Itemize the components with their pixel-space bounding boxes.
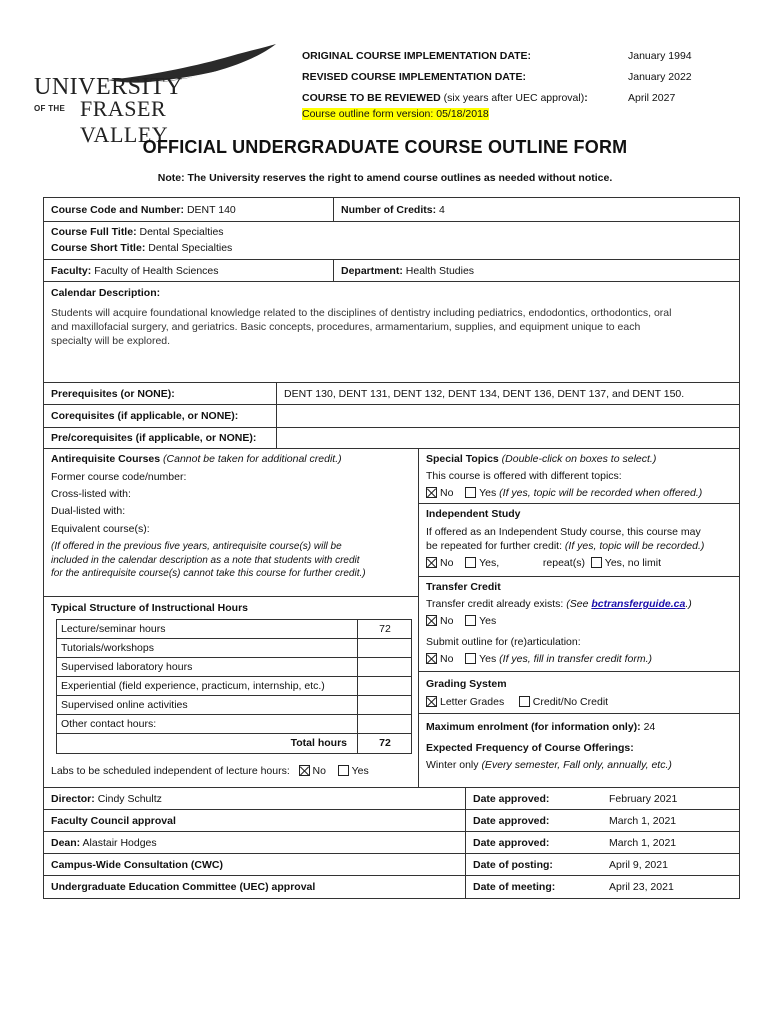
revised-date-value: January 2022 <box>628 71 692 83</box>
cross-listed-field[interactable]: Cross-listed with: <box>51 488 131 500</box>
credits-field[interactable]: Number of Credits: 4 <box>341 204 445 216</box>
submit-articulation-question: Submit outline for (re)articulation: <box>426 636 581 648</box>
former-course-field[interactable]: Former course code/number: <box>51 471 187 483</box>
independent-yes-checkbox[interactable] <box>465 557 476 568</box>
hours-row-lab[interactable]: Supervised laboratory hours <box>57 658 411 677</box>
approval-row-dean <box>44 832 739 854</box>
hours-row-total: Total hours 72 <box>57 734 411 753</box>
dual-listed-field[interactable]: Dual-listed with: <box>51 505 126 517</box>
letter-grades-checkbox[interactable] <box>426 696 437 707</box>
approval-row-faculty-council <box>44 810 739 832</box>
logo-university-text: UNIVERSITY <box>34 74 183 100</box>
director-field[interactable]: Director: Cindy Schultz <box>51 793 162 805</box>
approval-row-director <box>44 788 739 810</box>
calendar-description-label: Calendar Description: <box>51 287 161 299</box>
hours-row-tutorials[interactable]: Tutorials/workshops <box>57 639 411 658</box>
instructional-hours-table <box>56 619 412 754</box>
form-version: Course outline form version: 05/18/2018 <box>302 108 489 120</box>
grading-system-header: Grading System <box>426 678 507 690</box>
precorequisites-row <box>44 428 739 449</box>
faculty-council-date-label: Date approved: <box>473 815 550 827</box>
corequisites-row <box>44 405 739 428</box>
faculty-row <box>44 260 739 282</box>
submit-articulation-options: No Yes (If yes, fill in transfer credit form.) <box>426 653 652 665</box>
transfer-credit-exists: Transfer credit already exists: (See bctransferguide.ca.) <box>426 598 692 610</box>
bctransferguide-link[interactable]: bctransferguide.ca <box>591 598 686 610</box>
uec-date-label: Date of meeting: <box>473 881 556 893</box>
frequency-label: Expected Frequency of Course Offerings: <box>426 742 634 754</box>
special-topics-yes-checkbox[interactable] <box>465 487 476 498</box>
full-title-field[interactable]: Course Full Title: Dental Specialties <box>51 226 224 238</box>
university-logo <box>28 44 258 147</box>
special-topics-question: This course is offered with different topics: <box>426 470 622 482</box>
uec-label: Undergraduate Education Committee (UEC) approval <box>51 881 316 893</box>
hours-row-lecture[interactable]: Lecture/seminar hours 72 <box>57 620 411 639</box>
course-title-row <box>44 222 739 260</box>
independent-study-options: No Yes, repeat(s) Yes, no limit <box>426 557 661 569</box>
prerequisites-value[interactable]: DENT 130, DENT 131, DENT 132, DENT 134, DENT 136, DENT 137, and DENT 150. <box>284 388 685 400</box>
course-code-field[interactable]: Course Code and Number: DENT 140 <box>51 204 236 216</box>
original-date-value: January 1994 <box>628 50 692 62</box>
faculty-council-label: Faculty Council approval <box>51 815 176 827</box>
logo-fraser-valley-text: FRASER VALLEY <box>80 96 169 147</box>
dean-field[interactable]: Dean: Alastair Hodges <box>51 837 157 849</box>
transfer-yes-checkbox[interactable] <box>465 615 476 626</box>
logo-ofthe-text: OF THE <box>34 104 66 113</box>
course-outline-form <box>43 197 740 899</box>
calendar-description-row <box>44 282 739 383</box>
review-date-label: COURSE TO BE REVIEWED (six years after UEC approval): <box>302 92 588 104</box>
corequisites-label: Corequisites (if applicable, or NONE): <box>51 410 239 422</box>
cwc-date-label: Date of posting: <box>473 859 553 871</box>
equivalent-course-field[interactable]: Equivalent course(s): <box>51 523 150 535</box>
details-block <box>44 449 739 788</box>
dean-date-value[interactable]: March 1, 2021 <box>609 837 677 849</box>
labs-no-checkbox[interactable] <box>299 765 310 776</box>
dean-date-label: Date approved: <box>473 837 550 849</box>
revised-date-label: REVISED COURSE IMPLEMENTATION DATE: <box>302 71 527 83</box>
review-date-value: April 2027 <box>628 92 676 104</box>
precorequisites-label: Pre/corequisites (if applicable, or NONE): <box>51 432 257 444</box>
labs-yes-checkbox[interactable] <box>338 765 349 776</box>
frequency-value[interactable]: Winter only (Every semester, Fall only, annually, etc.) <box>426 759 672 771</box>
uec-date-value[interactable]: April 23, 2021 <box>609 881 674 893</box>
faculty-council-date-value[interactable]: March 1, 2021 <box>609 815 677 827</box>
cwc-date-value[interactable]: April 9, 2021 <box>609 859 668 871</box>
articulation-no-checkbox[interactable] <box>426 653 437 664</box>
independent-nolimit-checkbox[interactable] <box>591 557 602 568</box>
special-topics-header: Special Topics (Double-click on boxes to select.) <box>426 453 657 465</box>
grading-system-options: Letter Grades Credit/No Credit <box>426 696 608 708</box>
director-date-label: Date approved: <box>473 793 550 805</box>
prerequisites-label: Prerequisites (or NONE): <box>51 388 175 400</box>
hours-row-experiential[interactable]: Experiential (field experience, practicum, internship, etc.) <box>57 677 411 696</box>
short-title-field[interactable]: Course Short Title: Dental Specialties <box>51 242 233 254</box>
independent-study-header: Independent Study <box>426 508 521 520</box>
independent-no-checkbox[interactable] <box>426 557 437 568</box>
antirequisite-note: (If offered in the previous five years, antirequisite course(s) will be included in the calendar description as a note that students with credit for the antirequisite course(s) cannot take this course for further credit.) <box>51 541 366 579</box>
department-field[interactable]: Department: Health Studies <box>341 265 475 277</box>
articulation-yes-checkbox[interactable] <box>465 653 476 664</box>
labs-independent-field: Labs to be scheduled independent of lecture hours: No Yes <box>51 765 369 777</box>
cwc-label: Campus-Wide Consultation (CWC) <box>51 859 223 871</box>
hours-row-other[interactable]: Other contact hours: <box>57 715 411 734</box>
repeat-count-field[interactable]: repeat(s) <box>542 557 585 569</box>
antirequisite-header: Antirequisite Courses (Cannot be taken for additional credit.) <box>51 453 342 465</box>
transfer-credit-header: Transfer Credit <box>426 581 501 593</box>
special-topics-no-checkbox[interactable] <box>426 487 437 498</box>
transfer-credit-options: No Yes <box>426 615 496 627</box>
prerequisites-row <box>44 383 739 405</box>
special-topics-options: No Yes (If yes, topic will be recorded when offered.) <box>426 487 702 499</box>
calendar-description-text[interactable]: Students will acquire foundational knowledge related to the disciplines of dentistry including pediatrics, endodontics, orthodontics, oral and maxillofacial surgery, and geriatrics. Basic concepts, procedures, armamentarium, supplies, and equipment unique to each specialty will be explored. <box>51 307 672 347</box>
approval-row-cwc <box>44 854 739 876</box>
director-date-value[interactable]: February 2021 <box>609 793 678 805</box>
max-enrolment-field[interactable]: Maximum enrolment (for information only): 24 <box>426 721 656 733</box>
page-title: OFFICIAL UNDERGRADUATE COURSE OUTLINE FORM <box>142 137 628 157</box>
original-date-label: ORIGINAL COURSE IMPLEMENTATION DATE: <box>302 50 532 62</box>
hours-row-online[interactable]: Supervised online activities <box>57 696 411 715</box>
independent-study-line2: be repeated for further credit: (If yes, topic will be recorded.) <box>426 540 705 552</box>
credit-nocredit-checkbox[interactable] <box>519 696 530 707</box>
instructional-hours-header: Typical Structure of Instructional Hours <box>51 602 248 614</box>
page-note: Note: The University reserves the right to amend course outlines as needed without notice. <box>157 172 613 184</box>
approval-row-uec <box>44 876 739 898</box>
independent-study-line1: If offered as an Independent Study course, this course may <box>426 526 701 538</box>
course-code-row <box>44 198 739 222</box>
transfer-no-checkbox[interactable] <box>426 615 437 626</box>
faculty-field[interactable]: Faculty: Faculty of Health Sciences <box>51 265 219 277</box>
